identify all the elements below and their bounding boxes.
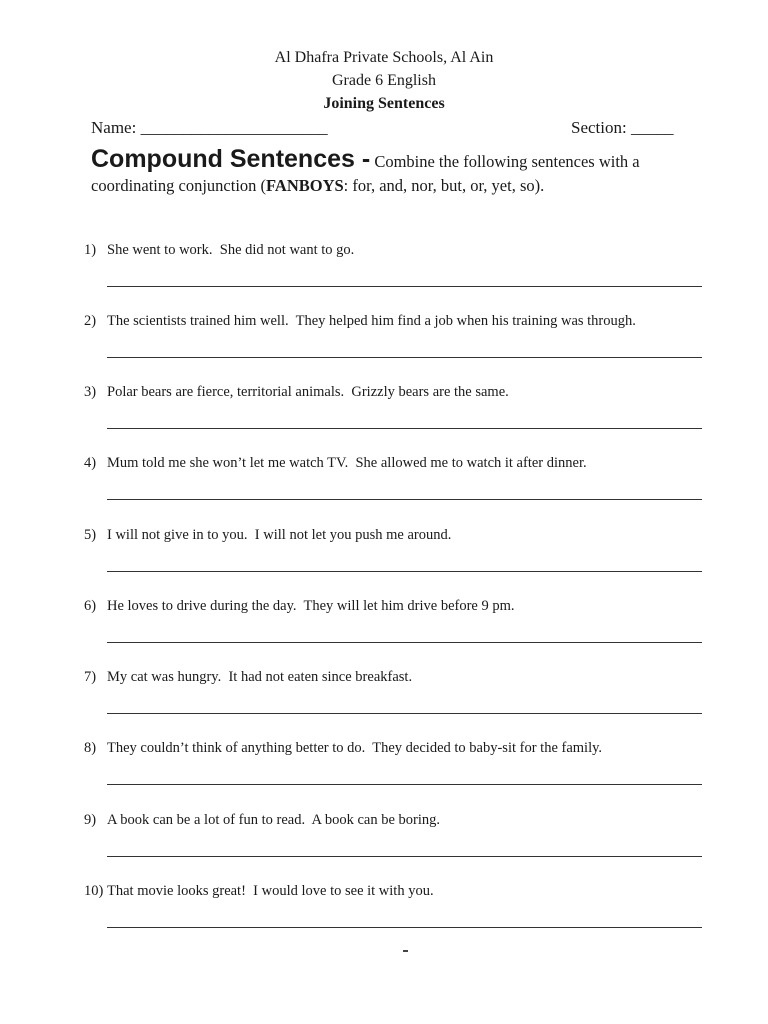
- question-sentences: She went to work. She did not want to go.: [107, 242, 355, 258]
- question-text: [84, 383, 509, 401]
- question-sentences: Mum told me she won’t let me watch TV. She allowed me to watch it after dinner.: [107, 455, 587, 471]
- question-item: [84, 811, 704, 871]
- question-number: 2): [84, 313, 97, 329]
- question-item: [84, 312, 704, 372]
- question-text: [84, 454, 587, 472]
- question-number: 6): [84, 598, 97, 614]
- question-item: [84, 454, 704, 514]
- question-sentences: A book can be a lot of fun to read. A book can be boring.: [107, 812, 441, 828]
- answer-line[interactable]: [107, 642, 702, 643]
- question-item: [84, 241, 704, 301]
- answer-line[interactable]: [107, 856, 702, 857]
- conjunction-list: : for, and, nor, but, or, yet, so).: [343, 176, 545, 195]
- question-item: [84, 739, 704, 799]
- question-text: [84, 739, 602, 757]
- question-text: [84, 241, 354, 259]
- question-text: [84, 526, 451, 544]
- answer-line[interactable]: [107, 571, 702, 572]
- grade-subject: Grade 6 English: [332, 72, 436, 89]
- question-item: [84, 383, 704, 443]
- answer-line[interactable]: [107, 784, 702, 785]
- question-sentences: My cat was hungry. It had not eaten since breakfast.: [107, 669, 413, 685]
- answer-line[interactable]: [107, 713, 702, 714]
- question-sentences: He loves to drive during the day. They will let him drive before 9 pm.: [107, 598, 515, 614]
- question-number: 4): [84, 455, 97, 471]
- question-item: [84, 597, 704, 657]
- school-name: Al Dhafra Private Schools, Al Ain: [274, 49, 494, 66]
- question-sentences: They couldn’t think of anything better to do. They decided to baby-sit for the family.: [107, 740, 603, 756]
- answer-line[interactable]: [107, 357, 702, 358]
- fanboys-keyword: FANBOYS: [266, 176, 344, 195]
- question-number: 1): [84, 242, 97, 258]
- instructions-text: Combine the following sentences with a coordinating conjunction (: [91, 152, 640, 195]
- answer-line[interactable]: [107, 927, 702, 928]
- question-number: 8): [84, 740, 97, 756]
- question-text: [84, 597, 515, 615]
- question-sentences: I will not give in to you. I will not let you push me around.: [107, 527, 452, 543]
- section-heading: Compound Sentences -: [91, 145, 371, 173]
- instructions: [91, 147, 691, 198]
- question-number: 5): [84, 527, 97, 543]
- worksheet-title: Joining Sentences: [323, 95, 445, 112]
- answer-line[interactable]: [107, 428, 702, 429]
- answer-line[interactable]: [107, 499, 702, 500]
- question-item: [84, 668, 704, 728]
- question-sentences: Polar bears are fierce, territorial animals. Grizzly bears are the same.: [107, 384, 509, 400]
- question-text: [84, 811, 440, 829]
- question-item: [84, 526, 704, 586]
- answer-line[interactable]: [107, 286, 702, 287]
- question-number: 7): [84, 669, 97, 685]
- name-field[interactable]: Name: ______________________: [91, 118, 328, 137]
- question-sentences: That movie looks great! I would love to see it with you.: [107, 883, 434, 899]
- question-number: 10): [84, 883, 104, 899]
- page-mark: [403, 950, 408, 952]
- question-item: [84, 882, 704, 942]
- question-text: [84, 668, 412, 686]
- question-text: [84, 882, 434, 900]
- question-number: 9): [84, 812, 97, 828]
- question-sentences: The scientists trained him well. They helped him find a job when his training was through.: [107, 313, 636, 329]
- section-field[interactable]: Section: _____: [571, 118, 674, 137]
- question-text: [84, 312, 636, 330]
- question-number: 3): [84, 384, 97, 400]
